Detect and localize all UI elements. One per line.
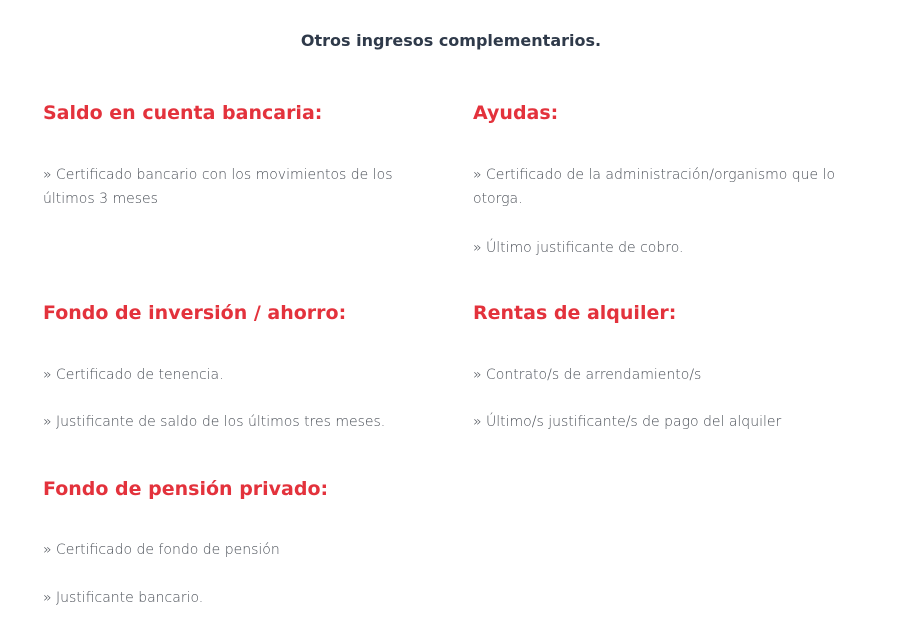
section-heading-fondo-inversion-ahorro: Fondo de inversión / ahorro:: [43, 302, 347, 324]
section-heading-ayudas: Ayudas:: [473, 102, 559, 124]
requirement-item: » Certificado de la administración/organismo que lo otorga.: [473, 167, 836, 207]
requirement-item: » Contrato/s de arrendamiento/s: [473, 367, 702, 383]
page-title: Otros ingresos complementarios.: [300, 31, 602, 50]
requirement-item: » Certificado bancario con los movimientos de los últimos 3 meses: [43, 167, 393, 207]
requirement-item: » Último/s justificante/s de pago del alquiler: [473, 414, 782, 430]
requirement-item: » Último justificante de cobro.: [473, 240, 684, 256]
requirement-item: » Certificado de fondo de pensión: [43, 542, 280, 558]
requirement-item: » Certificado de tenencia.: [43, 367, 224, 383]
section-heading-rentas-alquiler: Rentas de alquiler:: [473, 302, 677, 324]
requirement-item: » Justificante de saldo de los últimos tres meses.: [43, 414, 386, 430]
section-heading-fondo-pension-privado: Fondo de pensión privado:: [43, 478, 329, 500]
section-heading-saldo-cuenta-bancaria: Saldo en cuenta bancaria:: [43, 102, 323, 124]
requirement-item: » Justificante bancario.: [43, 590, 204, 606]
